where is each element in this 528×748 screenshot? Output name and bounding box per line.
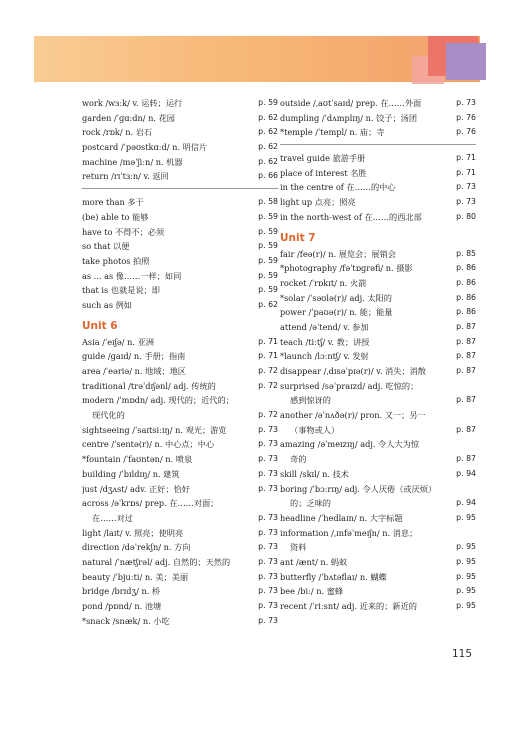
vocab-word: ant /ænt/ n. 蚂蚁 <box>280 557 348 568</box>
page-reference: p. 87 <box>456 321 476 331</box>
page-reference: p. 73 <box>258 615 278 625</box>
page-reference: p. 94 <box>456 498 476 508</box>
page-reference: p. 86 <box>456 292 476 302</box>
page-reference: p. 87 <box>456 454 476 464</box>
vocab-entry <box>82 584 278 599</box>
vocab-word: bee /biː/ n. 蜜蜂 <box>280 586 344 597</box>
page-reference: p. 71 <box>456 167 476 177</box>
page-reference: p. 86 <box>456 277 476 287</box>
page-reference: p. 62 <box>258 142 278 152</box>
page-reference: p. 72 <box>258 380 278 390</box>
vocab-word: just /dʒʌst/ adv. 正好；恰好 <box>82 483 190 494</box>
vocab-word: have to 不得不；必须 <box>82 226 165 237</box>
vocab-word: fair /feə(r)/ n. 展览会；展销会 <box>280 248 396 259</box>
vocab-word: direction /dəˈrekʃn/ n. 方向 <box>82 542 191 553</box>
vocab-entry <box>280 335 476 350</box>
vocab-entry <box>280 570 476 585</box>
vocab-word: so that 以便 <box>82 241 130 252</box>
unit7-list <box>280 247 476 614</box>
left-column <box>82 96 278 628</box>
divider <box>82 188 278 189</box>
vocab-word: machine /məˈʃiːn/ n. 机器 <box>82 156 183 167</box>
page-reference: p. 73 <box>258 424 278 434</box>
page-reference: p. 71 <box>456 153 476 163</box>
vocab-word: skill /skɪl/ n. 技术 <box>280 468 349 479</box>
vocab-entry <box>82 349 278 364</box>
vocab-word: headline /ˈhedlaɪn/ n. 大字标题 <box>280 512 403 523</box>
page-reference: p. 62 <box>258 299 278 309</box>
vocab-word: rocket /ˈrɒkɪt/ n. 火箭 <box>280 277 367 288</box>
page-reference: p. 59 <box>258 226 278 236</box>
vocab-word: boring /ˈbɔːrɪŋ/ adj. 令人厌倦（或厌烦） <box>280 483 437 494</box>
page-reference: p. 76 <box>456 127 476 137</box>
page-reference: p. 73 <box>258 454 278 464</box>
page-reference: p. 66 <box>258 171 278 181</box>
page-reference: p. 85 <box>456 248 476 258</box>
vocab-word: more than 多于 <box>82 197 144 208</box>
page-reference: p. 95 <box>456 557 476 567</box>
page-reference: p. 95 <box>456 512 476 522</box>
vocab-word-continuation: 的；乏味的 <box>290 498 331 509</box>
vocab-word: beauty /ˈbjuːti/ n. 美；美丽 <box>82 571 189 582</box>
page-reference: p. 71 <box>258 336 278 346</box>
vocab-entry <box>82 254 278 269</box>
vocab-entry <box>280 555 476 570</box>
page-reference: p. 80 <box>456 211 476 221</box>
vocab-word: surprised /səˈpraɪzd/ adj. 吃惊的； <box>280 380 419 391</box>
left-group2 <box>82 195 278 313</box>
vocab-word: centre /ˈsentə(r)/ n. 中心点；中心 <box>82 439 215 450</box>
vocab-entry <box>82 614 278 629</box>
page-reference: p. 73 <box>258 556 278 566</box>
vocab-entry <box>82 210 278 225</box>
vocab-word: building /ˈbɪldɪŋ/ n. 建筑 <box>82 468 180 479</box>
vocab-entry <box>82 335 278 350</box>
vocab-entry <box>280 180 476 195</box>
page-reference: p. 95 <box>456 586 476 596</box>
vocab-entry <box>82 482 278 497</box>
right-group1 <box>280 96 476 140</box>
vocab-word: in the north-west of 在……的西北部 <box>280 211 422 222</box>
vocab-entry <box>82 496 278 525</box>
vocab-word: *fountain /ˈfaʊntən/ n. 喷泉 <box>82 454 193 465</box>
page-reference: p. 59 <box>258 270 278 280</box>
page-reference: p. 86 <box>456 263 476 273</box>
vocab-word: *launch /lɔːntʃ/ v. 发射 <box>280 351 369 362</box>
vocab-entry <box>82 96 278 111</box>
vocab-entry <box>82 140 278 155</box>
vocab-word: (be) able to 能够 <box>82 211 149 222</box>
vocab-word-continuation: 在……对过 <box>92 512 133 523</box>
vocab-word: such as 例如 <box>82 299 132 310</box>
page-reference: p. 58 <box>258 197 278 207</box>
page-reference: p. 95 <box>456 571 476 581</box>
page-reference: p. 62 <box>258 156 278 166</box>
vocab-word: garden /ˈɡɑːdn/ n. 花园 <box>82 112 175 123</box>
vocab-word: butterfly /ˈbʌtəflaɪ/ n. 蝴蝶 <box>280 571 387 582</box>
vocab-word: place of interest 名胜 <box>280 167 367 178</box>
vocab-word: sightseeing /ˈsaɪtsiːɪŋ/ n. 观光；游览 <box>82 424 227 435</box>
page-reference: p. 73 <box>258 542 278 552</box>
vocab-word: outside /ˌaʊtˈsaɪd/ prep. 在……外面 <box>280 98 422 108</box>
vocab-word: traditional /trəˈdɪʃənl/ adj. 传统的 <box>82 380 216 391</box>
page-reference: p. 87 <box>456 351 476 361</box>
vocab-entry <box>82 437 278 452</box>
vocab-word: bridge /brɪdʒ/ n. 桥 <box>82 586 161 597</box>
page-reference: p. 62 <box>258 127 278 137</box>
right-column <box>280 96 476 614</box>
vocab-word: recent /ˈriːsnt/ adj. 近来的；新近的 <box>280 601 417 612</box>
vocab-entry <box>280 584 476 599</box>
page-number: 115 <box>452 648 473 660</box>
page-reference: p. 72 <box>258 410 278 420</box>
vocab-word-continuation: 现代化的 <box>92 410 125 421</box>
decor-square-purple <box>446 43 486 80</box>
vocab-entry <box>82 269 278 284</box>
vocab-entry <box>82 225 278 240</box>
page-reference: p. 86 <box>456 307 476 317</box>
vocab-entry <box>82 393 278 422</box>
vocab-entry <box>280 526 476 555</box>
vocab-entry <box>280 599 476 614</box>
left-group1 <box>82 96 278 184</box>
vocab-entry <box>280 276 476 291</box>
vocab-entry <box>280 349 476 364</box>
page-reference: p. 73 <box>456 98 476 107</box>
vocab-entry <box>82 599 278 614</box>
page-reference: p. 71 <box>258 351 278 361</box>
vocab-entry <box>280 195 476 210</box>
page-reference: p. 95 <box>456 601 476 611</box>
page-reference: p. 94 <box>456 468 476 478</box>
vocab-word: *temple /ˈtempl/ n. 庙；寺 <box>280 127 385 138</box>
vocab-word: in the centre of 在……的中心 <box>280 182 396 193</box>
vocab-entry <box>82 540 278 555</box>
vocab-entry <box>280 379 476 408</box>
page-reference: p. 72 <box>258 366 278 375</box>
page-reference: p. 73 <box>258 527 278 537</box>
vocab-entry <box>280 291 476 306</box>
vocab-entry <box>280 482 476 511</box>
vocab-word: travel guide 旅游手册 <box>280 153 366 164</box>
vocab-word: disappear /ˌdɪsəˈpɪə(r)/ v. 消失；消散 <box>280 366 426 376</box>
vocab-entry <box>82 169 278 184</box>
vocab-entry <box>280 166 476 181</box>
page-reference: p. 87 <box>456 424 476 434</box>
page-reference: p. 87 <box>456 366 476 375</box>
vocab-entry <box>280 437 476 466</box>
vocab-entry <box>82 239 278 254</box>
vocab-word: area /ˈeəriə/ n. 地域；地区 <box>82 366 186 376</box>
vocab-word: amazing /əˈmeɪzɪŋ/ adj. 令人大为惊 <box>280 439 420 450</box>
vocab-word-continuation: （事物或人） <box>290 424 340 435</box>
vocab-entry <box>280 511 476 526</box>
vocab-entry <box>82 379 278 394</box>
vocab-word: information /ˌɪnfəˈmeɪʃn/ n. 消息； <box>280 527 418 538</box>
vocab-entry <box>82 125 278 140</box>
page-reference: p. 87 <box>456 336 476 346</box>
vocab-word: power /ˈpaʊə(r)/ n. 能；能量 <box>280 307 393 318</box>
vocab-word: teach /tiːtʃ/ v. 教；讲授 <box>280 336 370 347</box>
vocab-entry <box>280 467 476 482</box>
page-reference: p. 73 <box>258 571 278 581</box>
vocab-entry <box>280 364 476 379</box>
vocab-word: rock /rɒk/ n. 岩石 <box>82 127 153 138</box>
page-reference: p. 73 <box>456 182 476 192</box>
vocab-word-continuation: 奇的 <box>290 454 307 465</box>
vocab-word: attend /əˈtend/ v. 参加 <box>280 321 369 332</box>
page-reference: p. 73 <box>258 512 278 522</box>
vocab-entry <box>280 408 476 437</box>
vocab-word-continuation: 资料 <box>290 542 307 553</box>
vocab-word: guide /ɡaɪd/ n. 手册；指南 <box>82 351 186 362</box>
vocab-word: postcard /ˈpəʊstkɑːd/ n. 明信片 <box>82 142 208 153</box>
vocab-entry <box>280 96 476 111</box>
vocab-word: light /laɪt/ v. 照亮；使明亮 <box>82 527 184 538</box>
vocab-entry <box>280 151 476 166</box>
vocab-word: natural /ˈnætʃrəl/ adj. 自然的；天然的 <box>82 556 231 567</box>
unit-heading: Unit 6 <box>82 319 118 332</box>
page-reference: p. 59 <box>258 211 278 221</box>
right-group2 <box>280 151 476 224</box>
vocab-word: light up 点亮；照亮 <box>280 197 356 208</box>
vocab-word: another /əˈnʌðə(r)/ pron. 又一；另一 <box>280 410 426 421</box>
vocab-entry <box>82 570 278 585</box>
divider <box>280 144 476 145</box>
vocab-word: *snack /snæk/ n. 小吃 <box>82 615 170 626</box>
vocab-entry <box>82 364 278 379</box>
vocab-word: dumpling /ˈdʌmplɪŋ/ n. 饺子；汤团 <box>280 112 418 123</box>
vocab-entry <box>82 452 278 467</box>
page-reference: p. 73 <box>456 197 476 207</box>
vocab-entry <box>280 320 476 335</box>
vocab-entry <box>82 283 278 298</box>
vocab-word: modern /ˈmɒdn/ adj. 现代的；近代的； <box>82 395 234 406</box>
page-reference: p. 59 <box>258 255 278 265</box>
vocab-entry <box>82 526 278 541</box>
page-reference: p. 76 <box>456 112 476 122</box>
page-reference: p. 59 <box>258 98 278 107</box>
vocab-entry <box>82 298 278 313</box>
page-reference: p. 73 <box>258 483 278 493</box>
vocab-word: return /rɪˈtɜːn/ v. 返回 <box>82 171 169 182</box>
page-reference: p. 95 <box>456 542 476 552</box>
vocab-word: as ... as 像……一样；如同 <box>82 270 182 281</box>
unit-heading: Unit 7 <box>280 231 316 244</box>
vocab-word: pond /pɒnd/ n. 池塘 <box>82 601 162 612</box>
vocab-entry <box>280 305 476 320</box>
page-reference: p. 73 <box>258 601 278 611</box>
vocab-entry <box>82 195 278 210</box>
vocab-word: *solar /ˈsəʊlə(r)/ adj. 太阳的 <box>280 292 392 303</box>
vocab-entry <box>280 210 476 225</box>
page-reference: p. 87 <box>456 395 476 405</box>
page-reference: p. 73 <box>258 468 278 478</box>
vocab-entry <box>280 247 476 262</box>
page-reference: p. 59 <box>258 241 278 251</box>
vocab-entry <box>82 155 278 170</box>
vocab-entry <box>280 125 476 140</box>
page-reference: p. 73 <box>258 586 278 596</box>
vocab-entry <box>82 111 278 126</box>
vocab-entry <box>280 261 476 276</box>
vocab-word: work /wɜːk/ v. 运转；运行 <box>82 98 183 108</box>
unit6-list <box>82 335 278 629</box>
vocab-entry <box>82 423 278 438</box>
vocab-entry <box>82 555 278 570</box>
page-reference: p. 59 <box>258 285 278 295</box>
vocab-entry <box>280 111 476 126</box>
page-reference: p. 62 <box>258 112 278 122</box>
vocab-word: that is 也就是说；即 <box>82 285 160 296</box>
vocab-word: take photos 拍照 <box>82 255 150 266</box>
vocab-entry <box>82 467 278 482</box>
vocab-word: *photography /fəˈtɒɡrəfi/ n. 摄影 <box>280 263 413 274</box>
vocab-word: Asia /ˈeɪʃə/ n. 亚洲 <box>82 336 154 347</box>
vocab-word-continuation: 感到惊讶的 <box>290 395 331 406</box>
vocab-word: across /əˈkrɒs/ prep. 在……对面； <box>82 498 219 509</box>
page-reference: p. 73 <box>258 439 278 449</box>
